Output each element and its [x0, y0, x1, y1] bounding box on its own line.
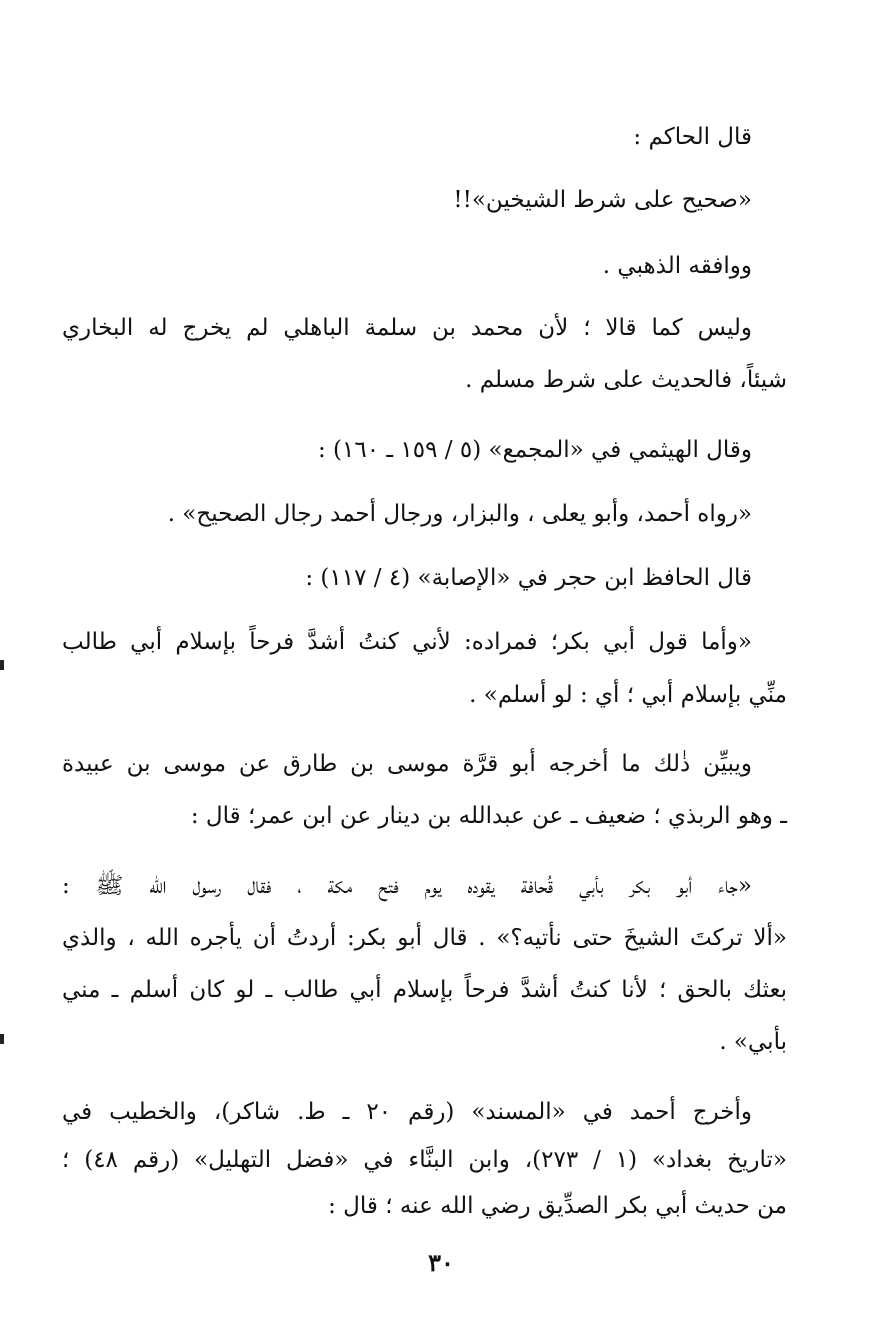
text-line: «صحيح على شرط الشيخين»!! — [453, 187, 752, 213]
text-line: «ألا تركتَ الشيخَ حتى نأتيه؟» . قال أبو بكر: أردتُ أن يأجره الله ، والذي — [62, 925, 787, 951]
text-line: من حديث أبي بكر الصدِّيق رضي الله عنه ؛ قال : — [328, 1193, 787, 1219]
text-line: «جاء أبو بكر بأبي قُحافة يقوده يوم فتح مكة ، فقال رسول الله ﷺ : — [62, 873, 752, 899]
text-line: ووافقه الذهبي . — [602, 253, 752, 279]
text-line: «رواه أحمد، وأبو يعلى ، والبزار، ورجال أحمد رجال الصحيح» . — [167, 501, 752, 527]
text-line: منِّي بإسلام أبي ؛ أي : لو أسلم» . — [469, 682, 787, 708]
scan-edge-mark — [0, 660, 4, 670]
text-line: وقال الهيثمي في «المجمع» (٥ / ١٥٩ ـ ١٦٠) : — [317, 437, 752, 463]
text-line: «وأما قول أبي بكر؛ فمراده: لأني كنتُ أشدَّ فرحاً بإسلام أبي طالب — [62, 629, 752, 655]
scan-edge-mark — [0, 1034, 4, 1044]
text-line: وليس كما قالا ؛ لأن محمد بن سلمة الباهلي لم يخرج له البخاري — [62, 315, 752, 341]
text-line: ـ وهو الربذي ؛ ضعيف ـ عن عبدالله بن دينار عن ابن عمر؛ قال : — [190, 803, 787, 829]
text-line: قال الحاكم : — [633, 124, 752, 150]
text-line: شيئاً، فالحديث على شرط مسلم . — [465, 367, 787, 393]
page-number: ٣٠ — [428, 1248, 454, 1277]
text-line: قال الحافظ ابن حجر في «الإصابة» (٤ / ١١٧) : — [305, 565, 752, 591]
text-line: بأبي» . — [719, 1029, 787, 1055]
text-line: بعثك بالحق ؛ لأنا كنتُ أشدَّ فرحاً بإسلام أبي طالب ـ لو كان أسلم ـ مني — [62, 977, 787, 1003]
text-line: وأخرج أحمد في «المسند» (رقم ٢٠ ـ ط. شاكر)، والخطيب في — [62, 1099, 752, 1125]
text-line: ويبيِّن ذٰلك ما أخرجه أبو قرَّة موسى بن طارق عن موسى بن عبيدة — [62, 751, 752, 777]
text-line: «تاريخ بغداد» (١ / ٢٧٣)، وابن البنَّاء في «فضل التهليل» (رقم ٤٨) ؛ — [62, 1147, 787, 1173]
